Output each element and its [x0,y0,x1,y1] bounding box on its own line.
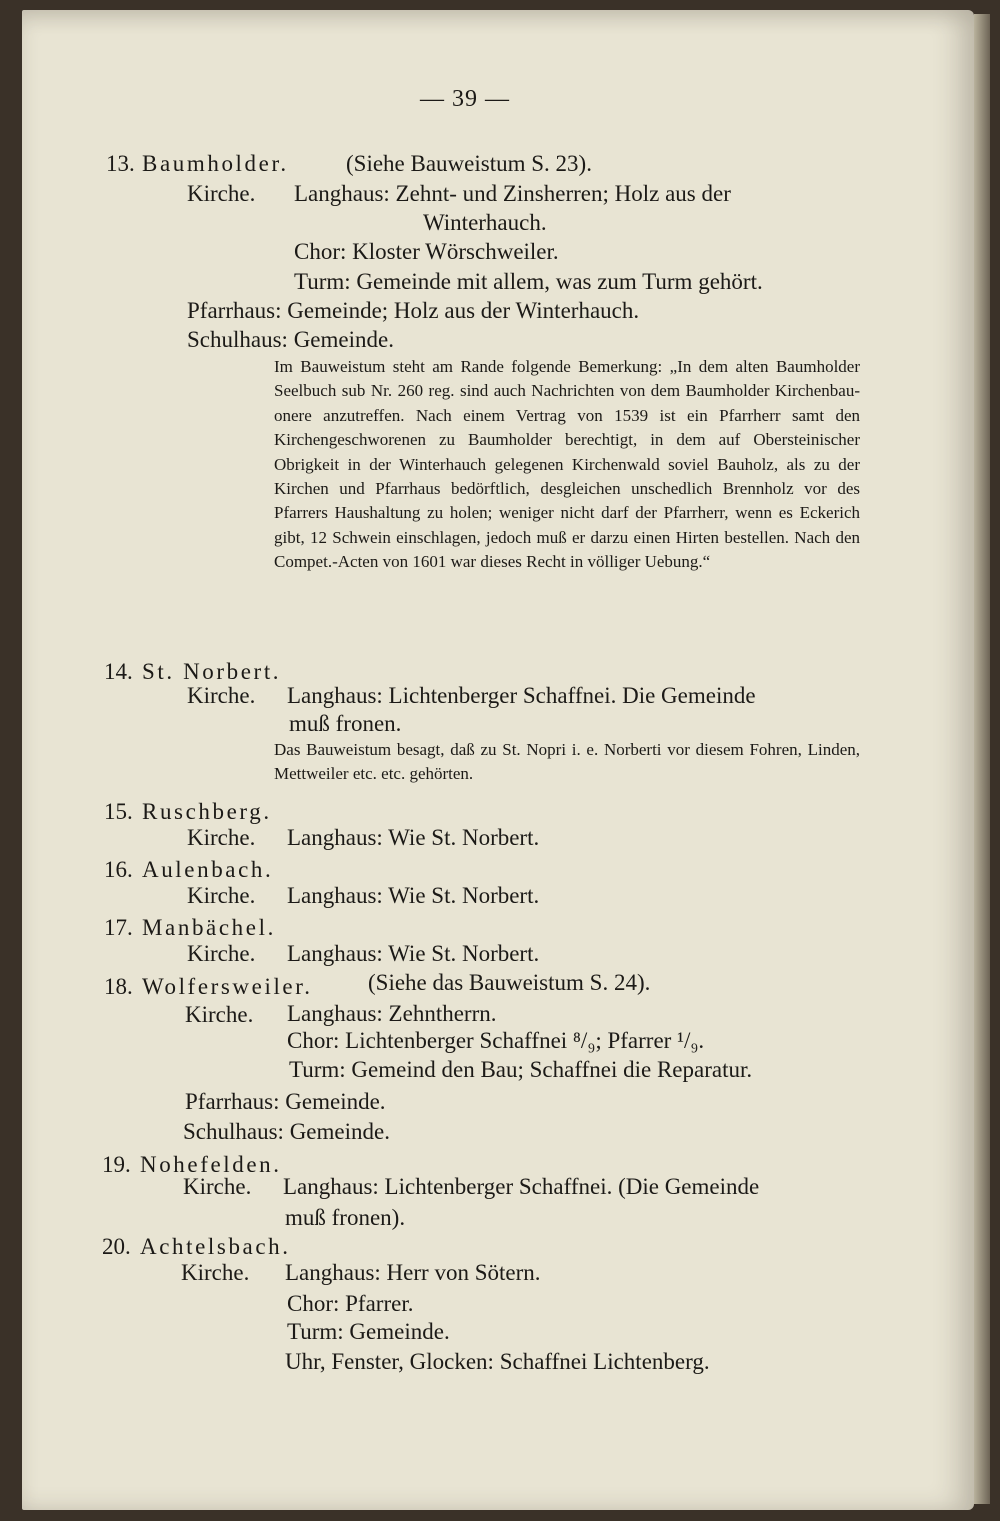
entry-number: 19. [102,1152,131,1177]
footnote: Das Bauweistum besagt, daß zu St. Nopri i. e. Norberti vor diesem Fohren, Linden, Mettweiler etc. etc. gehörten. [274,740,860,784]
entry-place: Ruschberg. [142,799,272,824]
entry-place: Manbächel. [142,915,276,940]
detail-line: Langhaus: Zehntherrn. [287,1001,497,1026]
entry-note: (Siehe das Bauweistum S. 24). [368,970,651,995]
detail-line: Uhr, Fenster, Glocken: Schaffnei Lichtenberg. [285,1349,710,1374]
kirche-label: Kirche. [187,825,256,850]
entry-note: (Siehe Bauweistum S. 23). [346,151,592,176]
kirche-label: Kirche. [187,181,256,206]
pfarrhaus-line: Pfarrhaus: Gemeinde. [185,1089,386,1114]
kirche-label: Kirche. [187,883,256,908]
entry-number: 20. [102,1234,131,1259]
entry-place: Nohefelden. [140,1152,282,1177]
kirche-label: Kirche. [187,941,256,966]
kirche-label: Kirche. [181,1260,250,1285]
detail-line: Chor: Kloster Wörschweiler. [294,239,559,264]
detail-line: muß fronen). [285,1205,406,1230]
entry-number: 16. [104,857,133,882]
detail-line: Langhaus: Lichtenberger Schaffnei. (Die Gemeinde [283,1174,760,1199]
entry-number: 18. [104,974,133,999]
kirche-label: Kirche. [185,1002,254,1027]
detail-line: Langhaus: Wie St. Norbert. [287,883,540,908]
detail-line: Langhaus: Wie St. Norbert. [287,825,540,850]
kirche-label: Kirche. [183,1174,252,1199]
entry-number: 14. [104,659,133,684]
kirche-label: Kirche. [187,683,256,708]
detail-line: Langhaus: Zehnt- und Zinsherren; Holz aus der [294,181,731,206]
entry-place: St. Norbert. [142,659,282,684]
entry-place: Aulenbach. [142,857,274,882]
detail-line: Langhaus: Lichtenberger Schaffnei. Die Gemeinde [287,683,756,708]
page-edge [974,14,990,1504]
entry-number: 15. [104,799,133,824]
pfarrhaus-line: Pfarrhaus: Gemeinde; Holz aus der Winterhauch. [187,298,640,323]
detail-line: Chor: Lichtenberger Schaffnei ⁸/₉; Pfarrer ¹/₉. [287,1028,705,1053]
schulhaus-line: Schulhaus: Gemeinde. [187,327,394,352]
detail-line: muß fronen. [289,711,402,736]
detail-line: Winterhauch. [423,210,547,235]
detail-line: Langhaus: Herr von Sötern. [285,1260,541,1285]
entry-place: Achtelsbach. [140,1234,291,1259]
detail-line: Turm: Gemeinde mit allem, was zum Turm gehört. [294,269,763,294]
detail-line: Chor: Pfarrer. [287,1291,414,1316]
entry-number: 13. [106,151,135,176]
detail-line: Langhaus: Wie St. Norbert. [287,941,540,966]
entry-number: 17. [104,915,133,940]
entry-place: Wolfersweiler. [142,974,313,999]
schulhaus-line: Schulhaus: Gemeinde. [183,1119,390,1144]
detail-line: Turm: Gemeind den Bau; Schaffnei die Reparatur. [289,1057,753,1082]
detail-line: Turm: Gemeinde. [287,1319,450,1344]
footnote: Im Bauweistum steht am Rande folgende Bemerkung: „In dem alten Baumholder Seelbuch sub Nr. 260 reg. sind auch Nachrichten von dem Baumholder Kirchenbau-onere anzutreffen. Nach einem Vertrag von 1539 ist ein Pfarrherr samt den Kirchengeschworenen zu Baumholder berechtigt, in dem auf Obersteinischer Obrigkeit in der Winterhauch gelegenen Kirchenwald soviel Bauholz, als zu der Kirchen und Pfarrhaus bedörftlich, desgleichen unschedlich Brennholz vor des Pfarrers Haushaltung zu holen; weniger nicht darf der Pfarrherr, wenn es Eckerich gibt, 12 Schwein einschlagen, jedoch muß er darzu einen Hirten bestellen. Nach den Compet.-Acten von 1601 war dieses Recht in völliger Uebung.“ [274,357,860,572]
entry-place: Baumholder. [142,151,289,176]
page-number: — 39 — [420,86,510,112]
